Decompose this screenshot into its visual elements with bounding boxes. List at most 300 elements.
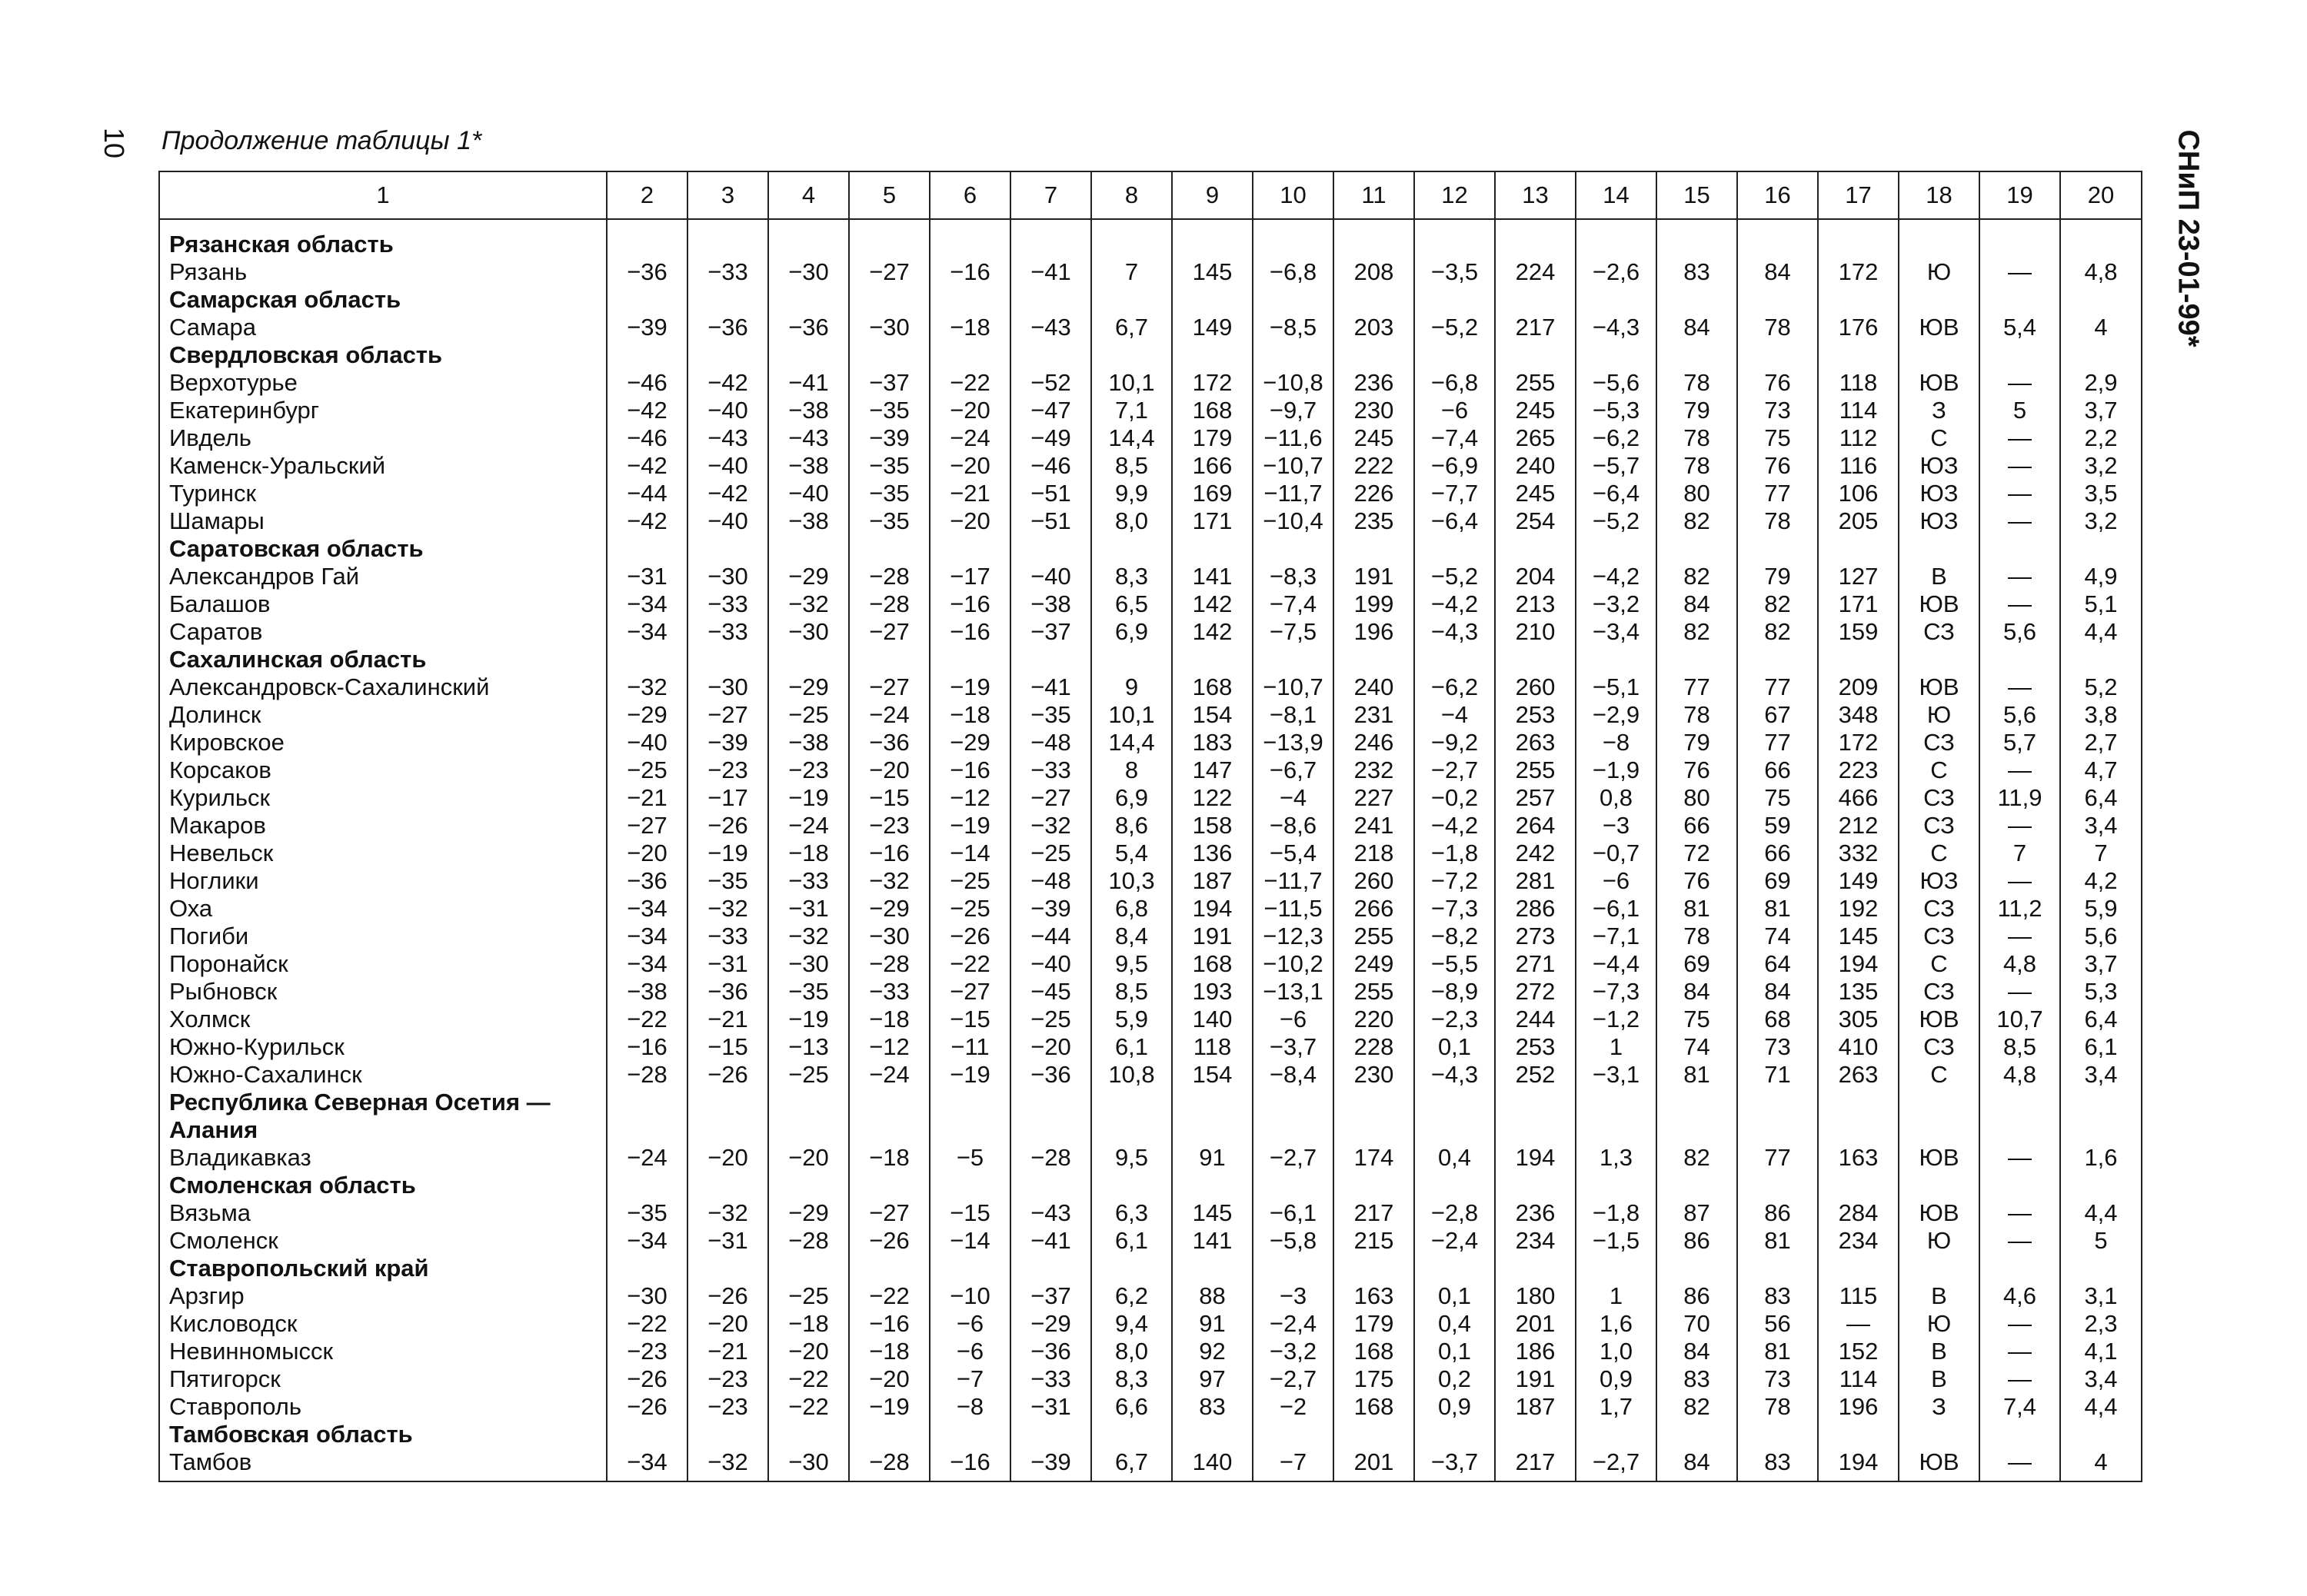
station-name: Тамбов: [159, 1448, 607, 1481]
station-name: Долинск: [159, 701, 607, 729]
cell-col-7: −31: [1010, 1393, 1091, 1421]
table-row: [159, 1282, 2142, 1310]
cell-col-15: [1656, 219, 1737, 258]
cell-col-7: −37: [1010, 618, 1091, 646]
cell-col-5: −28: [849, 563, 930, 590]
cell-col-8: 8,4: [1091, 923, 1172, 950]
cell-col-17: [1818, 535, 1899, 563]
cell-col-5: −32: [849, 867, 930, 895]
cell-col-11: 230: [1333, 397, 1414, 424]
station-name: Невельск: [159, 840, 607, 867]
cell-col-3: −21: [687, 1338, 768, 1365]
cell-col-19: —: [1979, 1448, 2060, 1481]
table-row: [159, 480, 2142, 507]
cell-col-17: [1818, 1116, 1899, 1144]
cell-col-3: −27: [687, 701, 768, 729]
cell-col-2: −42: [607, 507, 687, 535]
cell-col-6: [930, 1089, 1010, 1116]
cell-col-17: [1818, 1255, 1899, 1282]
cell-col-12: −1,8: [1414, 840, 1495, 867]
cell-col-15: 84: [1656, 314, 1737, 341]
table-row: [159, 1310, 2142, 1338]
cell-col-13: 257: [1495, 784, 1576, 812]
cell-col-2: −26: [607, 1393, 687, 1421]
column-header-4: 4: [768, 171, 849, 219]
cell-col-16: 73: [1737, 397, 1818, 424]
table-row: [159, 1448, 2142, 1481]
cell-col-11: 215: [1333, 1227, 1414, 1255]
cell-col-7: −36: [1010, 1338, 1091, 1365]
cell-col-19: [1979, 219, 2060, 258]
cell-col-6: −20: [930, 507, 1010, 535]
cell-col-15: 83: [1656, 1365, 1737, 1393]
cell-col-18: З: [1899, 1393, 1979, 1421]
cell-col-3: −43: [687, 424, 768, 452]
cell-col-7: −27: [1010, 784, 1091, 812]
cell-col-14: −1,8: [1576, 1199, 1656, 1227]
cell-col-13: [1495, 646, 1576, 673]
cell-col-3: [687, 535, 768, 563]
cell-col-13: 187: [1495, 1393, 1576, 1421]
cell-col-2: −34: [607, 1448, 687, 1481]
cell-col-9: 122: [1172, 784, 1253, 812]
cell-col-19: —: [1979, 563, 2060, 590]
region-name: Рязанская область: [159, 219, 607, 258]
cell-col-7: −33: [1010, 756, 1091, 784]
cell-col-18: ЮВ: [1899, 590, 1979, 618]
station-name: Невинномысск: [159, 1338, 607, 1365]
region-row: [159, 1116, 2142, 1144]
station-name: Арзгир: [159, 1282, 607, 1310]
cell-col-9: 142: [1172, 618, 1253, 646]
cell-col-11: 240: [1333, 673, 1414, 701]
cell-col-13: 217: [1495, 1448, 1576, 1481]
cell-col-6: [930, 1116, 1010, 1144]
cell-col-19: 7: [1979, 840, 2060, 867]
column-header-15: 15: [1656, 171, 1737, 219]
cell-col-9: 97: [1172, 1365, 1253, 1393]
station-name: Ставрополь: [159, 1393, 607, 1421]
cell-col-16: 59: [1737, 812, 1818, 840]
cell-col-4: −30: [768, 950, 849, 978]
column-header-6: 6: [930, 171, 1010, 219]
cell-col-15: [1656, 646, 1737, 673]
cell-col-4: −20: [768, 1338, 849, 1365]
cell-col-20: 4,1: [2060, 1338, 2142, 1365]
cell-col-9: 169: [1172, 480, 1253, 507]
cell-col-4: −19: [768, 1006, 849, 1033]
cell-col-7: [1010, 1089, 1091, 1116]
cell-col-5: −24: [849, 1061, 930, 1089]
cell-col-11: 226: [1333, 480, 1414, 507]
table-row: [159, 840, 2142, 867]
cell-col-7: −41: [1010, 1227, 1091, 1255]
cell-col-16: [1737, 1089, 1818, 1116]
cell-col-2: [607, 286, 687, 314]
cell-col-10: −6,1: [1253, 1199, 1333, 1227]
cell-col-15: [1656, 286, 1737, 314]
table-row: [159, 1227, 2142, 1255]
cell-col-5: −15: [849, 784, 930, 812]
cell-col-15: 78: [1656, 369, 1737, 397]
cell-col-3: −26: [687, 1061, 768, 1089]
cell-col-12: −7,3: [1414, 895, 1495, 923]
region-row: [159, 1172, 2142, 1199]
cell-col-19: [1979, 1116, 2060, 1144]
table-row: [159, 1006, 2142, 1033]
cell-col-2: −31: [607, 563, 687, 590]
cell-col-11: 228: [1333, 1033, 1414, 1061]
cell-col-6: −15: [930, 1006, 1010, 1033]
cell-col-2: −25: [607, 756, 687, 784]
cell-col-11: [1333, 535, 1414, 563]
cell-col-5: [849, 219, 930, 258]
cell-col-10: [1253, 1172, 1333, 1199]
cell-col-13: 234: [1495, 1227, 1576, 1255]
cell-col-15: 79: [1656, 729, 1737, 756]
cell-col-7: −46: [1010, 452, 1091, 480]
cell-col-10: −6,7: [1253, 756, 1333, 784]
cell-col-14: [1576, 1255, 1656, 1282]
cell-col-3: −15: [687, 1033, 768, 1061]
cell-col-20: 2,3: [2060, 1310, 2142, 1338]
table-row: [159, 452, 2142, 480]
cell-col-3: [687, 1089, 768, 1116]
cell-col-8: 8,5: [1091, 452, 1172, 480]
cell-col-18: ЮВ: [1899, 1006, 1979, 1033]
cell-col-7: −49: [1010, 424, 1091, 452]
cell-col-10: −10,4: [1253, 507, 1333, 535]
table-caption: Продолжение таблицы 1*: [161, 126, 482, 155]
cell-col-2: −36: [607, 867, 687, 895]
cell-col-3: −21: [687, 1006, 768, 1033]
cell-col-20: 3,2: [2060, 507, 2142, 535]
cell-col-8: [1091, 535, 1172, 563]
cell-col-14: 1,6: [1576, 1310, 1656, 1338]
cell-col-17: 348: [1818, 701, 1899, 729]
cell-col-9: 91: [1172, 1310, 1253, 1338]
cell-col-18: СЗ: [1899, 729, 1979, 756]
cell-col-20: [2060, 341, 2142, 369]
cell-col-9: 145: [1172, 1199, 1253, 1227]
cell-col-7: −47: [1010, 397, 1091, 424]
cell-col-9: 193: [1172, 978, 1253, 1006]
cell-col-16: 77: [1737, 1144, 1818, 1172]
cell-col-19: 4,8: [1979, 1061, 2060, 1089]
cell-col-18: ЮВ: [1899, 1448, 1979, 1481]
cell-col-16: 77: [1737, 480, 1818, 507]
cell-col-16: 74: [1737, 923, 1818, 950]
cell-col-2: [607, 1421, 687, 1448]
cell-col-5: −35: [849, 507, 930, 535]
cell-col-5: −36: [849, 729, 930, 756]
cell-col-3: −36: [687, 978, 768, 1006]
cell-col-4: −22: [768, 1393, 849, 1421]
cell-col-8: 9,9: [1091, 480, 1172, 507]
cell-col-17: 205: [1818, 507, 1899, 535]
cell-col-14: −5,3: [1576, 397, 1656, 424]
cell-col-14: −4,3: [1576, 314, 1656, 341]
column-header-17: 17: [1818, 171, 1899, 219]
table-row: [159, 1365, 2142, 1393]
cell-col-16: 86: [1737, 1199, 1818, 1227]
cell-col-5: −28: [849, 950, 930, 978]
cell-col-13: [1495, 1116, 1576, 1144]
cell-col-9: 154: [1172, 1061, 1253, 1089]
column-header-7: 7: [1010, 171, 1091, 219]
cell-col-12: −2,8: [1414, 1199, 1495, 1227]
table-body: [159, 219, 2142, 1481]
cell-col-15: [1656, 1089, 1737, 1116]
cell-col-10: −2: [1253, 1393, 1333, 1421]
cell-col-12: 0,1: [1414, 1338, 1495, 1365]
cell-col-8: 6,1: [1091, 1033, 1172, 1061]
cell-col-2: −22: [607, 1006, 687, 1033]
table-row: [159, 1061, 2142, 1089]
cell-col-5: −39: [849, 424, 930, 452]
cell-col-14: −4,4: [1576, 950, 1656, 978]
cell-col-17: 305: [1818, 1006, 1899, 1033]
cell-col-2: −30: [607, 1282, 687, 1310]
cell-col-4: −35: [768, 978, 849, 1006]
cell-col-14: −6,1: [1576, 895, 1656, 923]
cell-col-13: [1495, 1421, 1576, 1448]
cell-col-7: −38: [1010, 590, 1091, 618]
cell-col-18: Ю: [1899, 1310, 1979, 1338]
cell-col-17: 114: [1818, 1365, 1899, 1393]
cell-col-15: 78: [1656, 923, 1737, 950]
cell-col-13: 242: [1495, 840, 1576, 867]
cell-col-3: −20: [687, 1310, 768, 1338]
cell-col-2: [607, 1255, 687, 1282]
cell-col-14: −1,2: [1576, 1006, 1656, 1033]
cell-col-3: −19: [687, 840, 768, 867]
cell-col-9: 171: [1172, 507, 1253, 535]
cell-col-20: [2060, 219, 2142, 258]
cell-col-5: −28: [849, 1448, 930, 1481]
cell-col-5: −35: [849, 452, 930, 480]
cell-col-2: −34: [607, 1227, 687, 1255]
cell-col-14: −7,3: [1576, 978, 1656, 1006]
cell-col-20: 3,1: [2060, 1282, 2142, 1310]
cell-col-11: 249: [1333, 950, 1414, 978]
cell-col-13: [1495, 286, 1576, 314]
cell-col-20: [2060, 1172, 2142, 1199]
cell-col-10: −8,4: [1253, 1061, 1333, 1089]
cell-col-3: −23: [687, 756, 768, 784]
cell-col-18: В: [1899, 1365, 1979, 1393]
cell-col-18: [1899, 1255, 1979, 1282]
cell-col-17: 172: [1818, 258, 1899, 286]
cell-col-20: 3,8: [2060, 701, 2142, 729]
column-header-2: 2: [607, 171, 687, 219]
cell-col-6: −14: [930, 840, 1010, 867]
cell-col-20: 4: [2060, 314, 2142, 341]
cell-col-6: −6: [930, 1338, 1010, 1365]
cell-col-10: −10,2: [1253, 950, 1333, 978]
cell-col-13: [1495, 341, 1576, 369]
cell-col-7: −39: [1010, 1448, 1091, 1481]
cell-col-3: −33: [687, 618, 768, 646]
cell-col-7: −39: [1010, 895, 1091, 923]
cell-col-6: −6: [930, 1310, 1010, 1338]
cell-col-11: [1333, 286, 1414, 314]
cell-col-15: 80: [1656, 480, 1737, 507]
cell-col-16: 56: [1737, 1310, 1818, 1338]
cell-col-8: 6,5: [1091, 590, 1172, 618]
cell-col-14: 1,3: [1576, 1144, 1656, 1172]
cell-col-16: 83: [1737, 1282, 1818, 1310]
cell-col-8: 6,6: [1091, 1393, 1172, 1421]
cell-col-13: [1495, 219, 1576, 258]
cell-col-10: −10,7: [1253, 452, 1333, 480]
cell-col-8: 6,3: [1091, 1199, 1172, 1227]
cell-col-10: −11,5: [1253, 895, 1333, 923]
cell-col-12: 0,2: [1414, 1365, 1495, 1393]
cell-col-5: −27: [849, 618, 930, 646]
cell-col-8: [1091, 1172, 1172, 1199]
cell-col-18: [1899, 535, 1979, 563]
cell-col-13: 253: [1495, 701, 1576, 729]
cell-col-7: [1010, 1116, 1091, 1144]
cell-col-3: −42: [687, 480, 768, 507]
cell-col-7: −40: [1010, 563, 1091, 590]
cell-col-18: [1899, 1116, 1979, 1144]
cell-col-12: −6,8: [1414, 369, 1495, 397]
region-row: [159, 219, 2142, 258]
cell-col-6: −19: [930, 1061, 1010, 1089]
cell-col-2: −42: [607, 452, 687, 480]
cell-col-14: −2,6: [1576, 258, 1656, 286]
cell-col-11: 236: [1333, 369, 1414, 397]
column-header-16: 16: [1737, 171, 1818, 219]
cell-col-4: −19: [768, 784, 849, 812]
cell-col-3: −42: [687, 369, 768, 397]
station-name: Вязьма: [159, 1199, 607, 1227]
cell-col-3: −36: [687, 314, 768, 341]
cell-col-14: [1576, 1421, 1656, 1448]
station-name: Макаров: [159, 812, 607, 840]
cell-col-8: 10,8: [1091, 1061, 1172, 1089]
cell-col-20: [2060, 1116, 2142, 1144]
table-row: [159, 867, 2142, 895]
cell-col-20: 4,4: [2060, 618, 2142, 646]
station-name: Балашов: [159, 590, 607, 618]
cell-col-8: 8,0: [1091, 1338, 1172, 1365]
cell-col-15: 77: [1656, 673, 1737, 701]
cell-col-6: −5: [930, 1144, 1010, 1172]
cell-col-11: 163: [1333, 1282, 1414, 1310]
cell-col-10: [1253, 219, 1333, 258]
cell-col-5: −37: [849, 369, 930, 397]
cell-col-10: −3,2: [1253, 1338, 1333, 1365]
cell-col-14: −3,4: [1576, 618, 1656, 646]
cell-col-12: 0,9: [1414, 1393, 1495, 1421]
cell-col-15: 86: [1656, 1282, 1737, 1310]
cell-col-16: 71: [1737, 1061, 1818, 1089]
cell-col-16: [1737, 535, 1818, 563]
cell-col-19: [1979, 286, 2060, 314]
cell-col-14: −6,4: [1576, 480, 1656, 507]
region-name: Сахалинская область: [159, 646, 607, 673]
cell-col-3: [687, 1421, 768, 1448]
cell-col-14: 1: [1576, 1033, 1656, 1061]
cell-col-19: [1979, 341, 2060, 369]
cell-col-14: −7,1: [1576, 923, 1656, 950]
cell-col-16: 76: [1737, 452, 1818, 480]
cell-col-20: 2,9: [2060, 369, 2142, 397]
cell-col-18: ЮЗ: [1899, 480, 1979, 507]
cell-col-16: 81: [1737, 895, 1818, 923]
cell-col-8: 8,3: [1091, 563, 1172, 590]
cell-col-12: [1414, 1089, 1495, 1116]
cell-col-8: 8,3: [1091, 1365, 1172, 1393]
cell-col-12: [1414, 1421, 1495, 1448]
column-header-19: 19: [1979, 171, 2060, 219]
cell-col-17: —: [1818, 1310, 1899, 1338]
cell-col-20: 1,6: [2060, 1144, 2142, 1172]
cell-col-13: 244: [1495, 1006, 1576, 1033]
cell-col-19: —: [1979, 1365, 2060, 1393]
cell-col-20: 4,8: [2060, 258, 2142, 286]
cell-col-17: 223: [1818, 756, 1899, 784]
cell-col-14: −3: [1576, 812, 1656, 840]
cell-col-17: 332: [1818, 840, 1899, 867]
cell-col-10: −11,6: [1253, 424, 1333, 452]
cell-col-20: 3,4: [2060, 812, 2142, 840]
cell-col-11: 179: [1333, 1310, 1414, 1338]
cell-col-7: −43: [1010, 1199, 1091, 1227]
cell-col-11: 255: [1333, 923, 1414, 950]
cell-col-2: −38: [607, 978, 687, 1006]
cell-col-14: [1576, 646, 1656, 673]
station-name: Александровск-Сахалинский: [159, 673, 607, 701]
cell-col-9: 140: [1172, 1006, 1253, 1033]
cell-col-14: [1576, 1116, 1656, 1144]
cell-col-18: С: [1899, 424, 1979, 452]
cell-col-17: 194: [1818, 1448, 1899, 1481]
cell-col-9: [1172, 1421, 1253, 1448]
cell-col-4: −38: [768, 507, 849, 535]
cell-col-20: [2060, 286, 2142, 314]
cell-col-2: −23: [607, 1338, 687, 1365]
cell-col-10: −2,4: [1253, 1310, 1333, 1338]
cell-col-2: −44: [607, 480, 687, 507]
cell-col-5: −20: [849, 1365, 930, 1393]
cell-col-19: 11,2: [1979, 895, 2060, 923]
cell-col-4: −31: [768, 895, 849, 923]
cell-col-14: 1: [1576, 1282, 1656, 1310]
cell-col-11: [1333, 219, 1414, 258]
cell-col-19: —: [1979, 369, 2060, 397]
cell-col-20: 4,7: [2060, 756, 2142, 784]
cell-col-4: −22: [768, 1365, 849, 1393]
cell-col-10: −8,5: [1253, 314, 1333, 341]
cell-col-4: −38: [768, 452, 849, 480]
cell-col-10: [1253, 1421, 1333, 1448]
cell-col-17: 234: [1818, 1227, 1899, 1255]
table-row: [159, 812, 2142, 840]
cell-col-7: [1010, 286, 1091, 314]
station-name: Верхотурье: [159, 369, 607, 397]
cell-col-7: −44: [1010, 923, 1091, 950]
cell-col-5: −16: [849, 840, 930, 867]
cell-col-10: −10,7: [1253, 673, 1333, 701]
cell-col-10: −10,8: [1253, 369, 1333, 397]
cell-col-9: [1172, 1089, 1253, 1116]
cell-col-20: 7: [2060, 840, 2142, 867]
cell-col-2: −27: [607, 812, 687, 840]
